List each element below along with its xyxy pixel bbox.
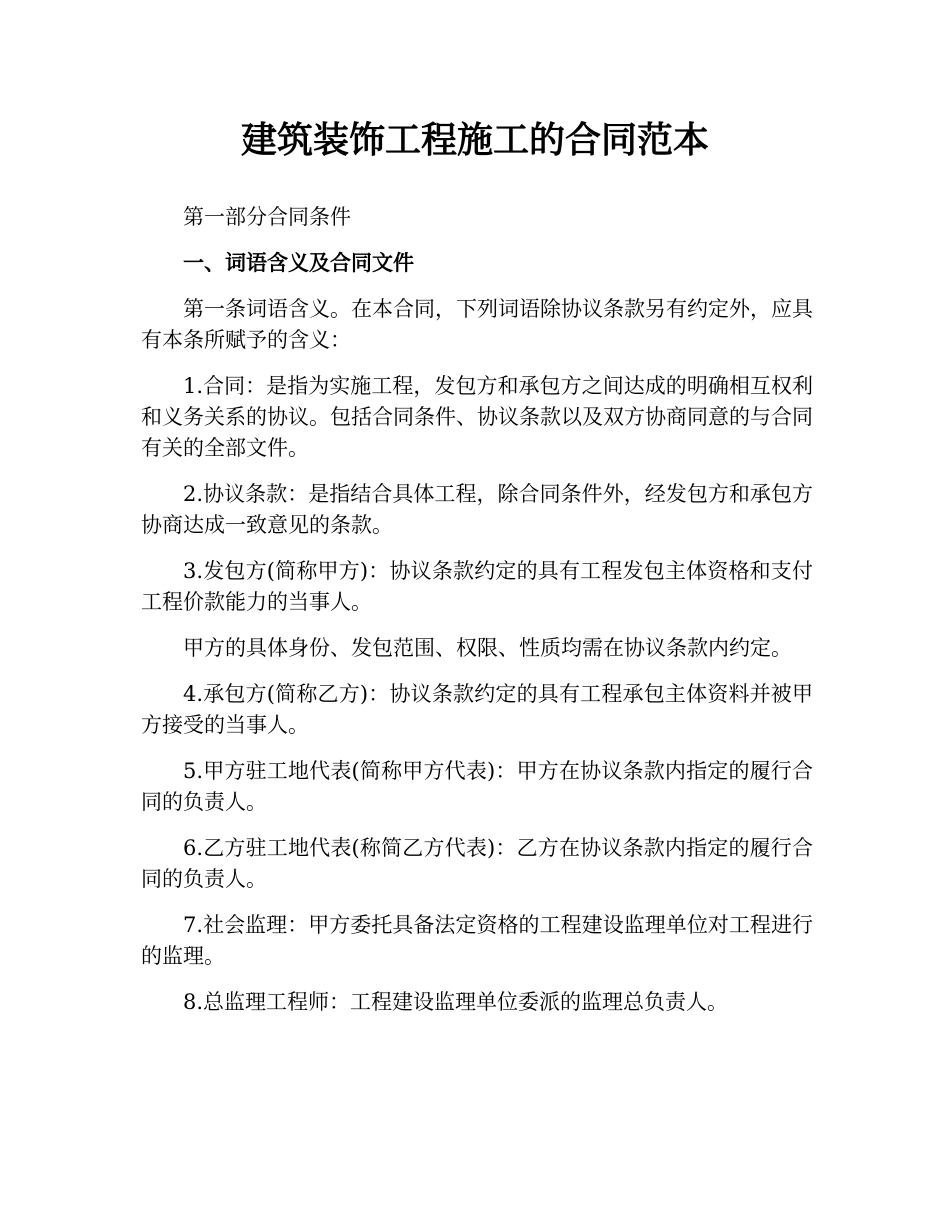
section-heading: 一、词语含义及合同文件: [183, 251, 414, 275]
definition-item: 3.发包方(简称甲方)：协议条款约定的具有工程发包主体资格和支付工程价款能力的当事人。: [141, 559, 813, 614]
definition-item: 6.乙方驻工地代表(称简乙方代表)：乙方在协议条款内指定的履行合同的负责人。: [141, 836, 813, 891]
definition-item: 7.社会监理：甲方委托具备法定资格的工程建设监理单位对工程进行的监理。: [141, 913, 813, 968]
definition-item: 8.总监理工程师：工程建设监理单位委派的监理总负责人。: [183, 990, 729, 1014]
definition-item: 2.协议条款：是指结合具体工程，除合同条件外，经发包方和承包方协商达成一致意见的条款。: [141, 482, 813, 537]
definition-item: 5.甲方驻工地代表(简称甲方代表)：甲方在协议条款内指定的履行合同的负责人。: [141, 759, 813, 814]
definition-item: 1.合同：是指为实施工程，发包方和承包方之间达成的明确相互权利和义务关系的协议。包括合同条件、协议条款以及双方协商同意的与合同有关的全部文件。: [141, 374, 813, 460]
definition-note: 甲方的具体身份、发包范围、权限、性质均需在协议条款内约定。: [183, 636, 792, 660]
article-paragraph: 第一条词语含义。在本合同，下列词语除协议条款另有约定外，应具有本条所赋予的含义：: [141, 297, 813, 352]
part-heading: 第一部分合同条件: [183, 205, 351, 229]
document-body: [141, 202, 813, 1033]
definition-item: 4.承包方(简称乙方)：协议条款约定的具有工程承包主体资料并被甲方接受的当事人。: [141, 682, 813, 737]
document-title: 建筑装饰工程施工的合同范本: [240, 120, 709, 161]
